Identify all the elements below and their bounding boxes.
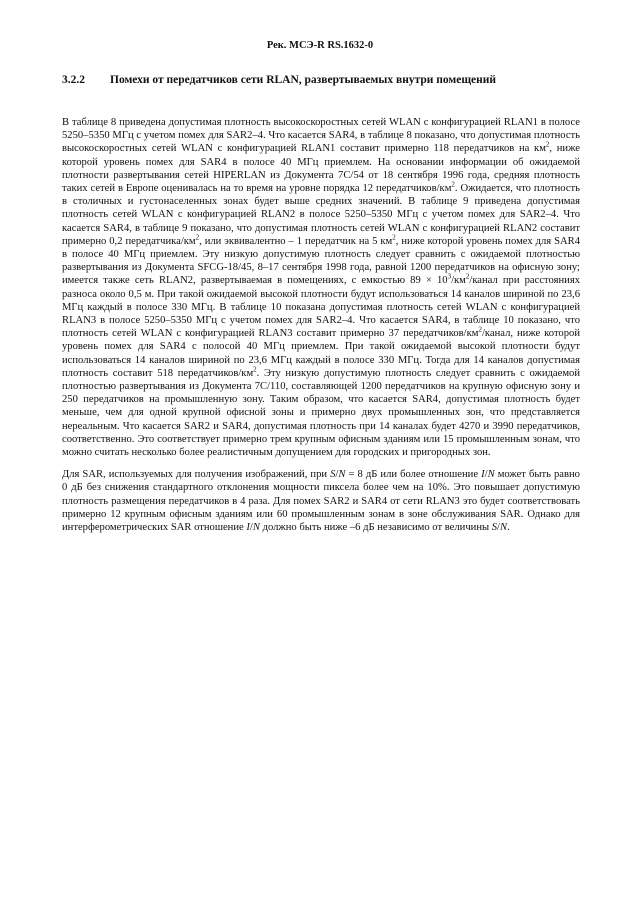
superscript: 2 [478,325,482,334]
superscript: 2 [465,272,470,281]
superscript: 2 [195,233,200,242]
text-run: В таблице 8 приведена допустимая плотность высокоскоростных сетей WLAN с конфигурацией RLAN1 в полосе 5250–5350 МГц с учетом помех для SAR2–4. Что касается SAR4, в таблице 8 показано, что допустимая плотность высокоскоростных сетей WLAN с конфигурацией RLAN1 составит примерно 118 передатчиков на км [62,117,580,155]
superscript: 2 [253,365,257,374]
superscript: 2 [545,140,550,149]
italic-symbol: N [338,469,346,481]
text-run: . Эту низкую допустимую плотность следует сравнить с ожидаемой плотностью развертывания из Документа 7C/110, составляющей 1200 передатчиков на крупную офисную зону и 250 передатчиков на промышленную зону. Таким образом, что касается SAR4, допустимая плотность будет меньше, чем для одной крупной офисной зоны и примерно двух промышленных зон, что представляется нереальным. Что касается SAR2 и SAR4, допустимая плотность при 14 каналах будет 4270 и 3990 передатчиков, соответственно. Это соответствует примерно трем крупным офисным зданиям или 15 промышленным зонам, что можно считать несколько более реалистичным допущением для городских и пригородных зон. [62,367,581,459]
text-run: , ниже которой уровень помех для SAR4 в полосе 40 МГц приемлем. Эту низкую допустимую плотность следует сравнить с ожидаемой плотностью развертывания из Документа SFCG-18/45, 8–17 сентября 1998 года, равной 1200 передатчиков на офисную зону; имеется также сеть RLAN2, развертываемая в помещениях, с емкостью 89 × 10 [62,235,581,287]
text-run: , ниже которой уровень помех для SAR4 в полосе 40 МГц приемлем. На основании информации об ожидаемой плотности развертывания сетей HIPERLAN из Документа 7C/54 от 18 сентября 1996 года, средняя плотность таких сетей в Европе оценивалась на то время на уровне порядка 12 передатчиков/км [62,143,580,195]
text-run: . [507,522,510,534]
italic-symbol: N [500,522,508,534]
text-run: Для SAR, используемых для получения изображений, при [62,469,331,481]
italic-symbol: I [246,522,250,534]
text-run: /канал при расстояниях разноса около 0,5 м. При такой ожидаемой высокой плотности будут использоваться 14 каналов шириной по 23,6 МГц каждый в полосе 330 МГц. В таблице 10 показана допустимая плотность сетей WLAN с конфигурацией RLAN3 в полосе 5250–5350 МГц с учетом помех для SAR2–4. Что касается SAR4, в таблице 10 показано, что плотность сетей WLAN с конфигурацией RLAN3 составит примерно 37 передатчиков/км [62,275,580,340]
page-header: Рек. МСЭ-R RS.1632-0 [266,40,374,51]
body-text [62,116,580,543]
italic-symbol: N [487,469,495,481]
text-run: / [335,469,339,481]
text-run: . Ожидается, что плотность в столичных и густонаселенных зонах будет выше средних значений. В таблице 9 приведена допустимая плотность сетей WLAN с конфигурацией RLAN2 в полосе 5250–5350 МГц с учетом помех для SAR2–4. Что касается SAR4, в таблице 9 показано, что допустимая плотность сетей WLAN с конфигурацией RLAN2 составит примерно 0,2 передатчика/км [62,183,580,247]
paragraph-1 [62,116,580,459]
text-run: / [497,522,500,534]
section-title: Помехи от передатчиков сети RLAN, развертываемых внутри помещений [110,74,497,86]
text-run: / [249,522,253,534]
italic-symbol: N [252,522,260,534]
section-heading [62,74,582,86]
text-run: = 8 дБ или более отношение [345,469,482,481]
paragraph-2 [62,468,580,534]
text-run: / [484,469,488,481]
text-run: /канал, ниже которой уровень помех для SAR4 с полосой 40 МГц приемлем. При такой ожидаемой высокой плотности будут использоваться 14 каналов шириной по 23,6 МГц каждый в полосе 330 МГц. Тогда для 14 каналов допустимая плотность составит 518 передатчиков/км [62,328,580,379]
superscript: 3 [447,272,452,281]
text-run: , или эквивалентно – 1 передатчик на 5 км [199,235,393,247]
superscript: 2 [392,233,396,242]
italic-symbol: I [481,469,485,481]
superscript: 2 [451,180,455,189]
text-run: /км [451,275,466,287]
italic-symbol: S [491,522,498,534]
text-run: может быть равно 0 дБ без снижения стандартного отклонения мощности пиксела более чем на 10%. Это повышает допустимую плотность размещения передатчиков в 4 раза. Для помех SAR2 и SAR4 от сети RLAN3 это будет соответствовать примерно 12 крупным офисным зданиям или 60 промышленным зонам в зоне обслуживания SAR. Однако для интерферометрических SAR отношение [62,469,580,534]
italic-symbol: S [330,469,336,481]
text-run: должно быть ниже –6 дБ независимо от величины [259,522,492,534]
section-number: 3.2.2 [62,74,85,86]
